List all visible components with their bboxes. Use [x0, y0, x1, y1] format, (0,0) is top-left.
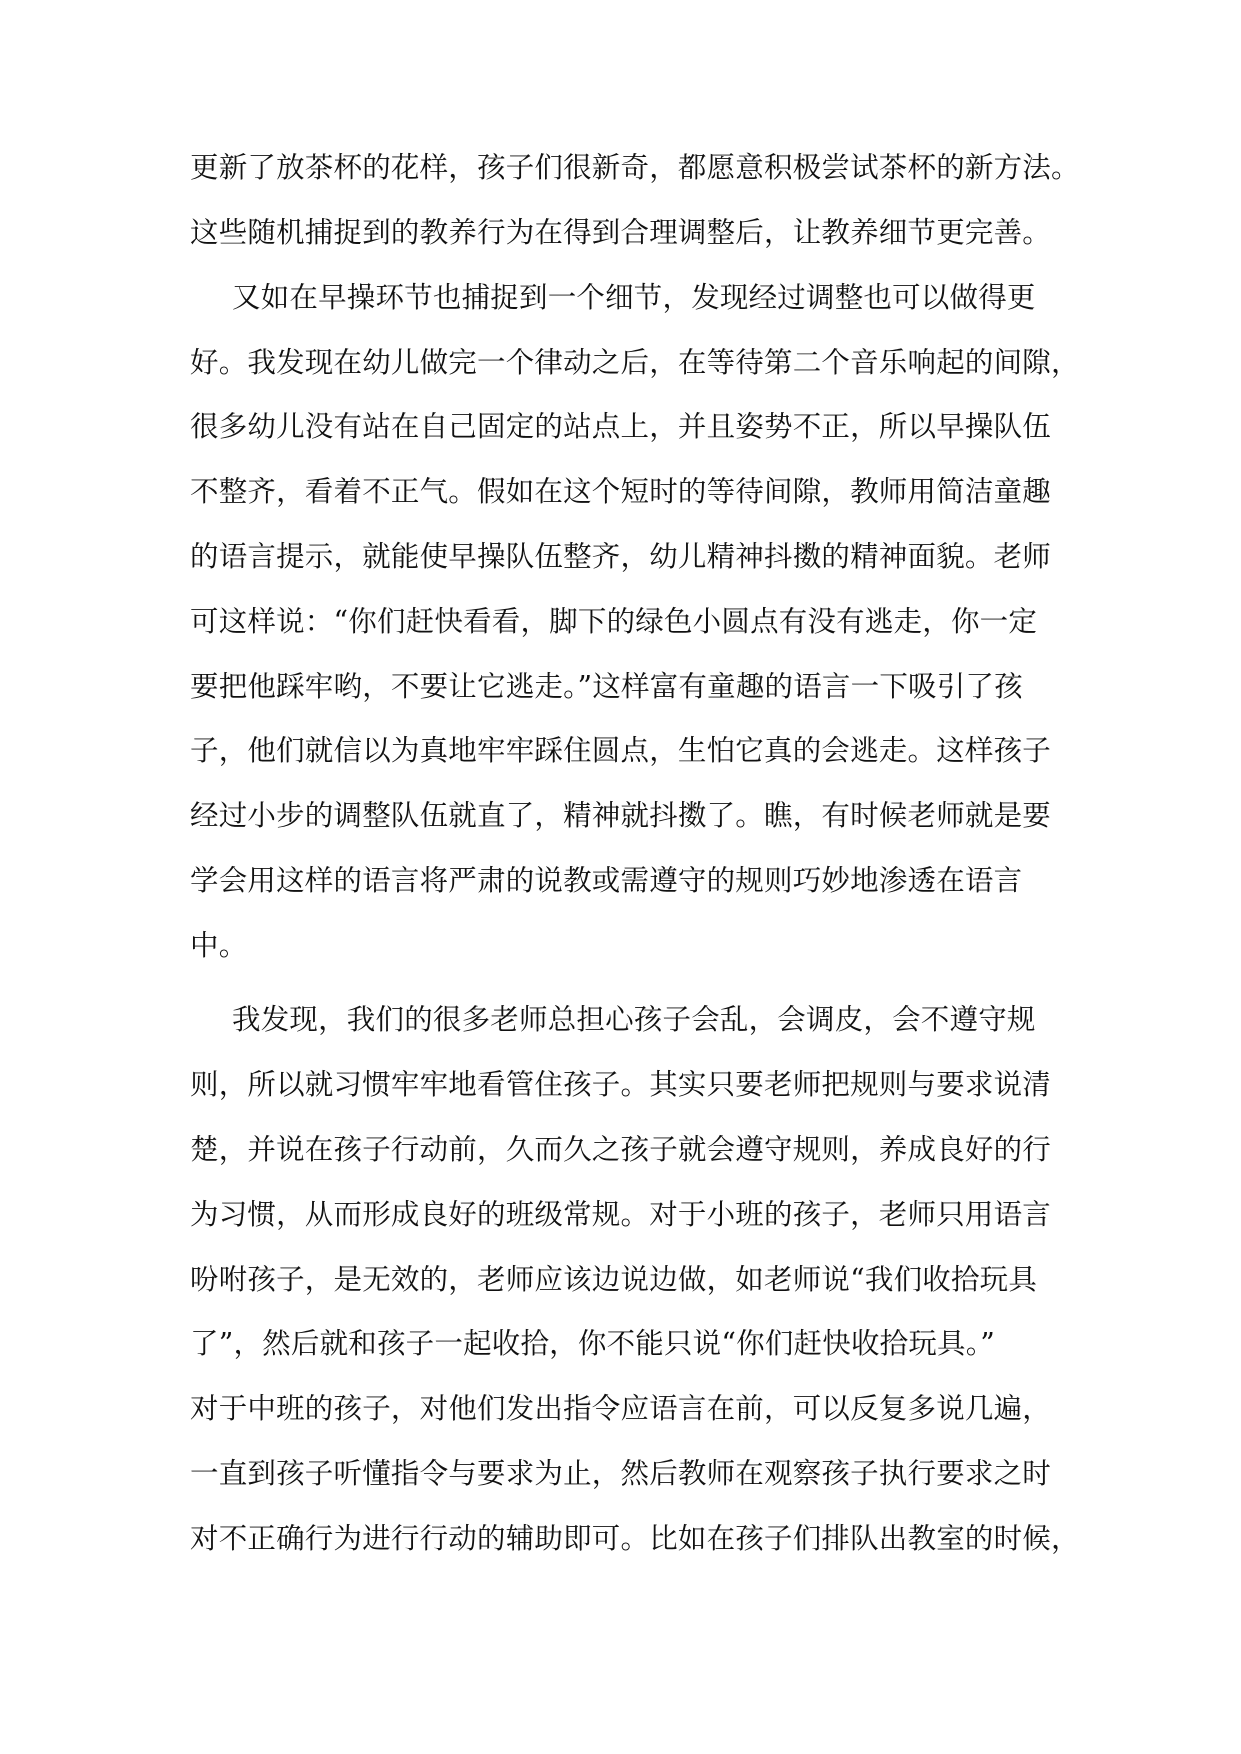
text-line: 的语言提示，就能使早操队伍整齐，幼儿精神抖擞的精神面貌。老师 — [190, 540, 1052, 573]
text-line: 对于中班的孩子，对他们发出指令应语言在前，可以反复多说几遍， — [190, 1392, 1052, 1425]
text-line: 一直到孩子听懂指令与要求为止，然后教师在观察孩子执行要求之时 — [190, 1457, 1052, 1490]
text-line: 可这样说：“你们赶快看看，脚下的绿色小圆点有没有逃走，你一定 — [190, 605, 1038, 638]
text-line: 这些随机捕捉到的教养行为在得到合理调整后，让教养细节更完善。 — [190, 216, 1052, 249]
text-line: 吩咐孩子，是无效的，老师应该边说边做，如老师说“我们收拾玩具 — [190, 1263, 1038, 1296]
text-line: 学会用这样的语言将严肃的说教或需遵守的规则巧妙地渗透在语言 — [190, 864, 1023, 897]
text-line: 要把他踩牢哟，不要让它逃走。”这样富有童趣的语言一下吸引了孩 — [190, 670, 1023, 703]
text-line: 楚，并说在孩子行动前，久而久之孩子就会遵守规则，养成良好的行 — [190, 1133, 1052, 1166]
text-line: 子，他们就信以为真地牢牢踩住圆点，生怕它真的会逃走。这样孩子 — [190, 734, 1052, 767]
text-line: 为习惯，从而形成良好的班级常规。对于小班的孩子，老师只用语言 — [190, 1198, 1052, 1231]
text-line: 好。我发现在幼儿做完一个律动之后，在等待第二个音乐响起的间隙， — [190, 346, 1080, 379]
text-line: 经过小步的调整队伍就直了，精神就抖擞了。瞧，有时候老师就是要 — [190, 799, 1052, 832]
text-line: 对不正确行为进行行动的辅助即可。比如在孩子们排队出教室的时候， — [190, 1522, 1080, 1555]
text-line: 则，所以就习惯牢牢地看管住孩子。其实只要老师把规则与要求说清 — [190, 1068, 1052, 1101]
text-line: 了”，然后就和孩子一起收拾，你不能只说“你们赶快收拾玩具。” — [190, 1327, 995, 1360]
paragraph-start-line: 我发现，我们的很多老师总担心孩子会乱，会调皮，会不遵守规 — [232, 1003, 1036, 1036]
text-line: 很多幼儿没有站在自己固定的站点上，并且姿势不正，所以早操队伍 — [190, 410, 1052, 443]
text-line: 中。 — [190, 929, 248, 962]
paragraph-start-line: 又如在早操环节也捕捉到一个细节，发现经过调整也可以做得更 — [232, 281, 1036, 314]
text-line: 更新了放茶杯的花样，孩子们很新奇，都愿意积极尝试茶杯的新方法。 — [190, 151, 1080, 184]
text-line: 不整齐，看着不正气。假如在这个短时的等待间隙，教师用简洁童趣 — [190, 475, 1052, 508]
